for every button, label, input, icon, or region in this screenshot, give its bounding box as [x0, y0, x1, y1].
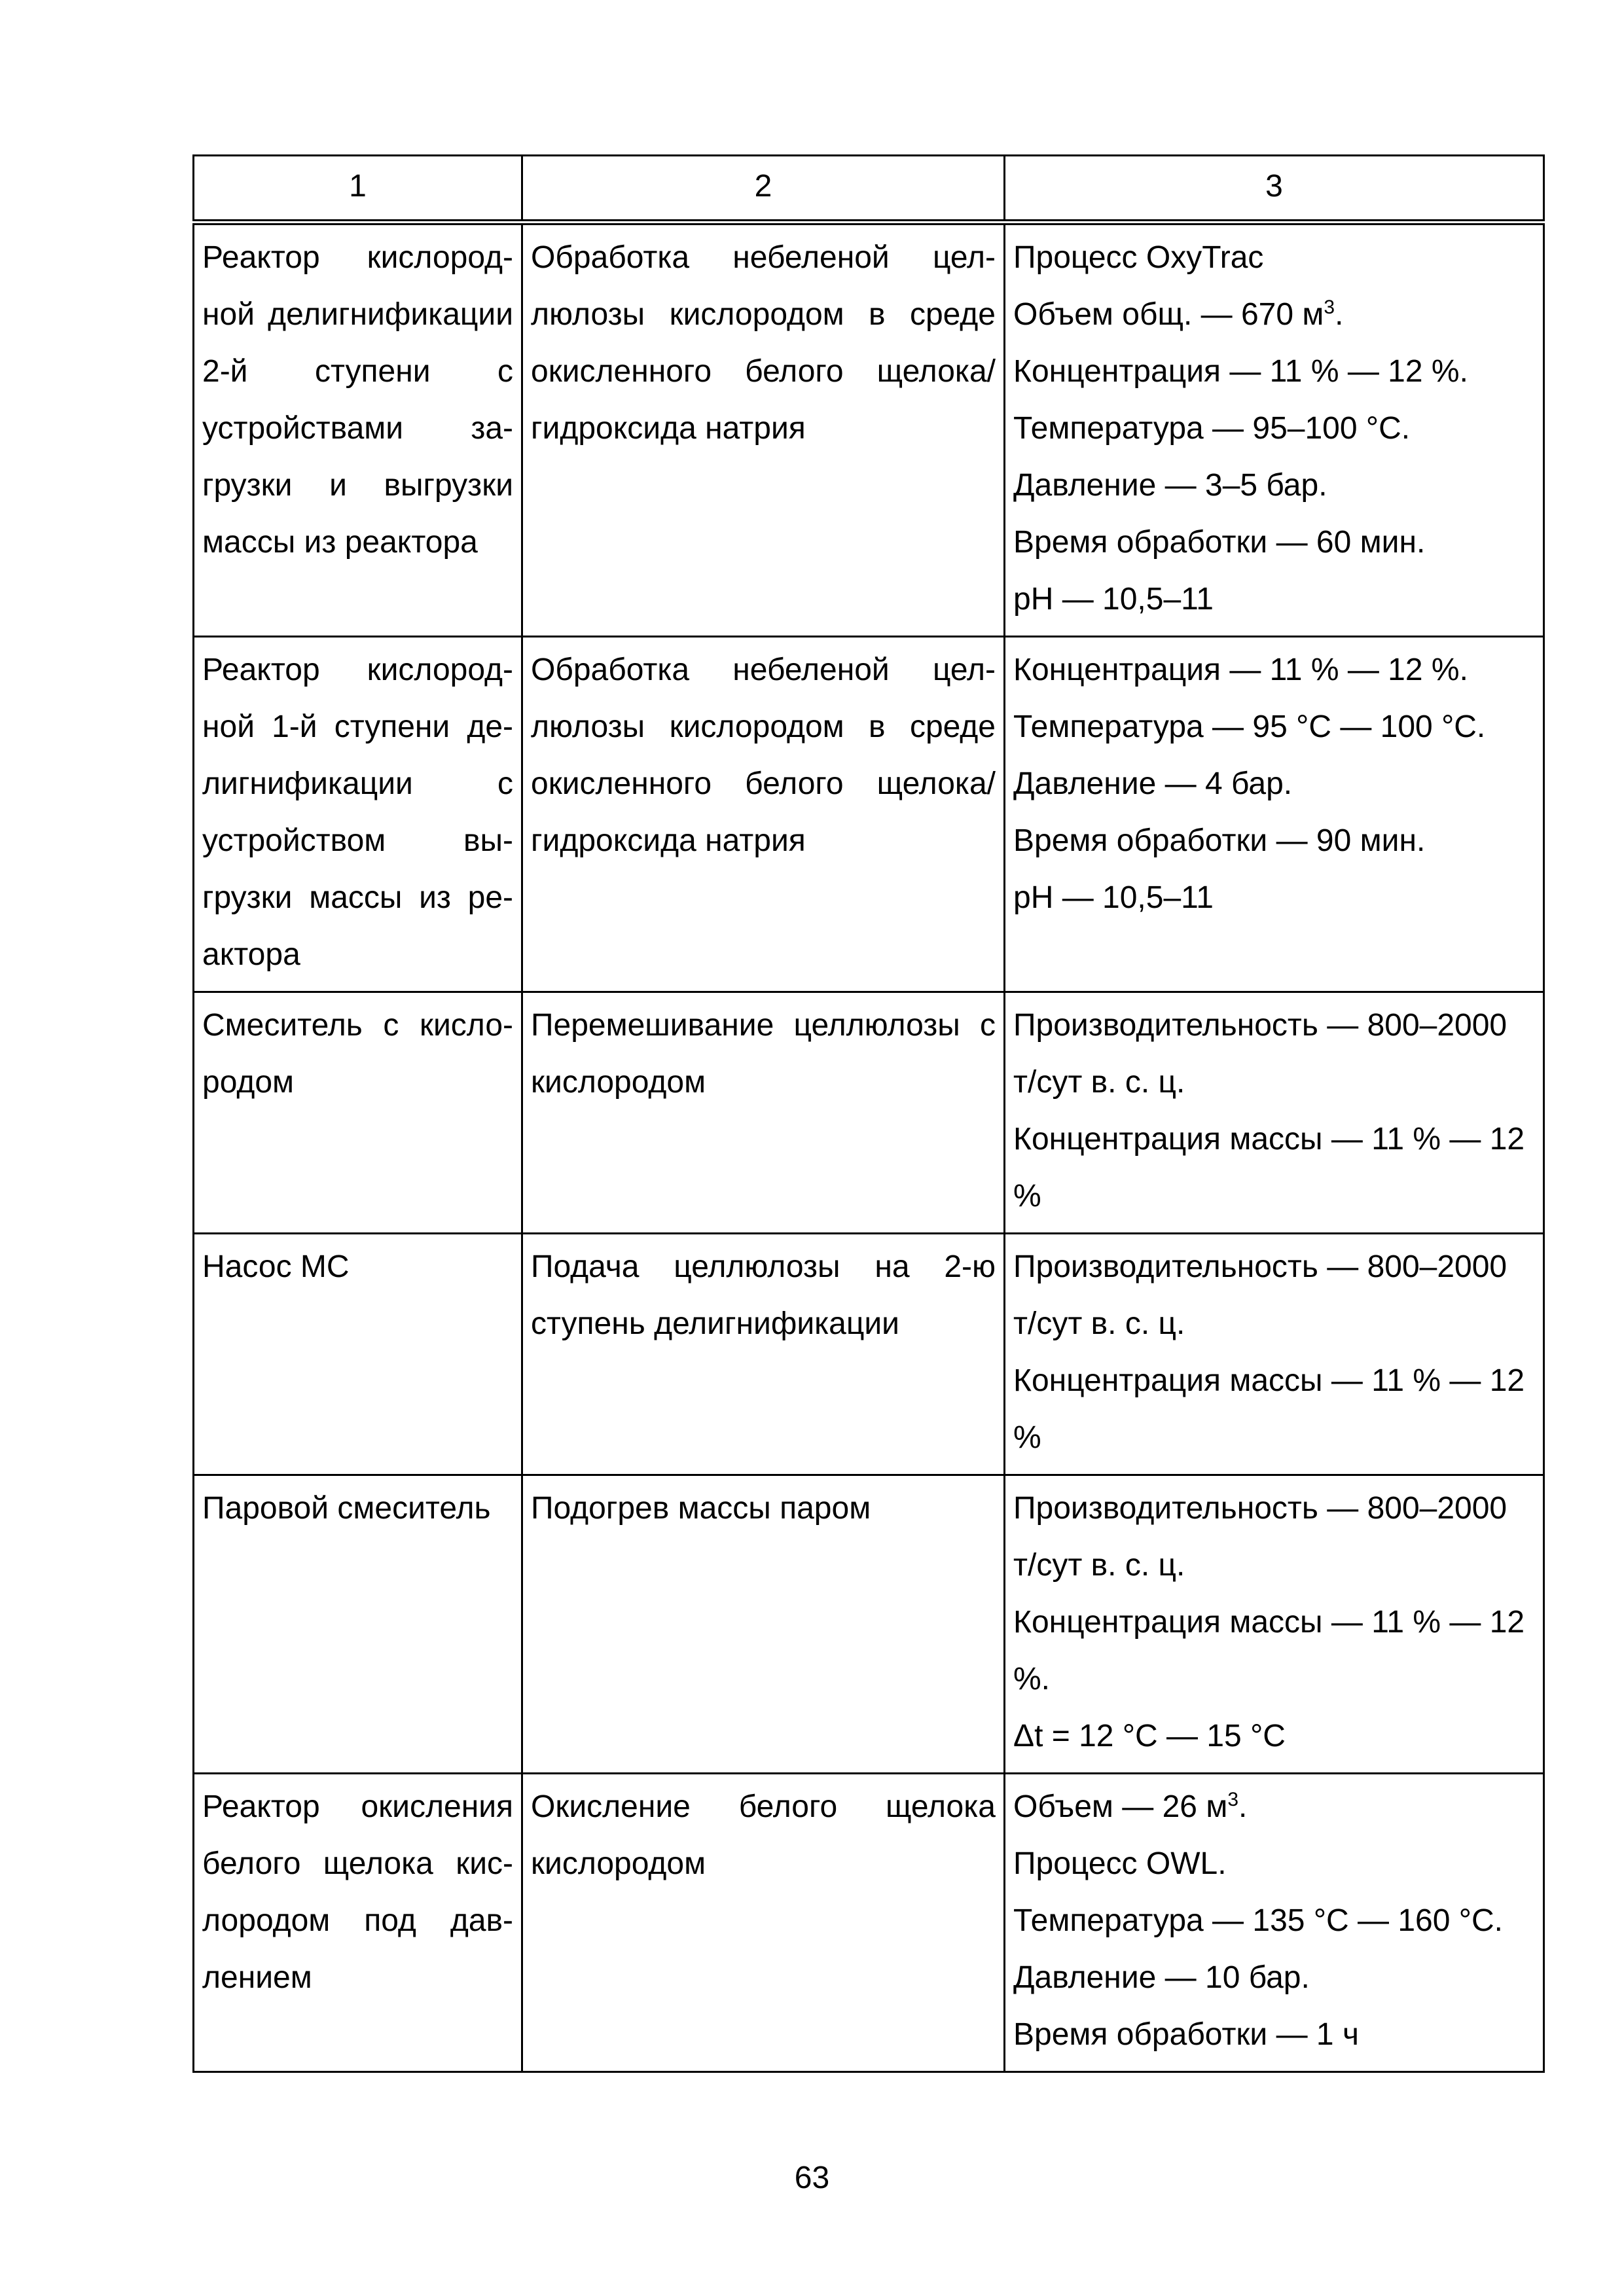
equipment-cell: Насос МС	[194, 1234, 522, 1475]
parameter-line: Концентрация — 11 % — 12 %.	[1013, 653, 1468, 687]
parameter-line: Время обработки — 1 ч	[1013, 2017, 1359, 2052]
header-cell-3: 3	[1005, 156, 1544, 223]
operation-cell: Подача целлюлозы на 2-ю ступень делигнификации	[522, 1234, 1005, 1475]
equipment-cell: Смеситель с кислородом	[194, 992, 522, 1234]
table-row	[194, 1475, 1544, 1774]
parameter-line: Температура — 135 °C — 160 °C.	[1013, 1903, 1503, 1938]
table-row	[194, 637, 1544, 992]
equipment-cell: Реактор окисления белого щелока кислородом под давлением	[194, 1774, 522, 2072]
parameters-cell	[1005, 992, 1544, 1234]
parameter-line: Объем — 26 $м^3$.	[1013, 1789, 1248, 1824]
parameters-cell	[1005, 637, 1544, 992]
header-cell-2: 2	[522, 156, 1005, 223]
operation-cell: Обработка небеленой целлюлозы кислородом в среде окисленного белого щелока/гидроксида натрия	[522, 637, 1005, 992]
operation-cell: Обработка небеленой целлюлозы кислородом в среде окисленного белого щелока/гидроксида натрия	[522, 223, 1005, 637]
parameter-line: Концентрация массы — 11 % — 12 %	[1013, 1122, 1525, 1213]
parameter-line: Производительность — 800–2000 т/сут в. с. ц.	[1013, 1249, 1507, 1341]
equipment-table	[192, 154, 1545, 2073]
operation-cell: Окисление белого щелока кислородом	[522, 1774, 1005, 2072]
parameter-line: Давление — 3–5 бар.	[1013, 468, 1327, 503]
parameter-line: Объем общ. — 670 $м^3$.	[1013, 296, 1344, 332]
parameters-cell	[1005, 1475, 1544, 1774]
equipment-cell: Реактор кислородной делигнификации 2-й ступени с устройствами загрузки и выгрузки массы из реактора	[194, 223, 522, 637]
table-row	[194, 1774, 1544, 2072]
parameter-line: Концентрация массы — 11 % — 12 %.	[1013, 1605, 1525, 1696]
parameter-line: Концентрация массы — 11 % — 12 %	[1013, 1363, 1525, 1455]
equipment-cell: Паровой смеситель	[194, 1475, 522, 1774]
parameter-line: Время обработки — 60 мин.	[1013, 525, 1426, 560]
parameters-cell	[1005, 1234, 1544, 1475]
header-cell-1: 1	[194, 156, 522, 223]
table-row	[194, 223, 1544, 637]
parameter-line: Процесс OxyTrac	[1013, 240, 1264, 275]
operation-cell: Подогрев массы паром	[522, 1475, 1005, 1774]
page-number: 63	[794, 2161, 830, 2195]
parameter-line: Температура — 95 °C — 100 °C.	[1013, 709, 1486, 744]
table-row	[194, 992, 1544, 1234]
parameter-line: Время обработки — 90 мин.	[1013, 823, 1426, 858]
operation-cell: Перемешивание целлюлозы с кислородом	[522, 992, 1005, 1234]
equipment-cell: Реактор кислородной 1-й ступени делигнификации с устройством выгрузки массы из реактора	[194, 637, 522, 992]
table-header-row	[194, 156, 1544, 223]
parameter-line: pH — 10,5–11	[1013, 880, 1214, 915]
parameters-cell	[1005, 223, 1544, 637]
parameter-line: Δt = 12 °C — 15 °C	[1013, 1719, 1286, 1753]
parameter-line: Производительность — 800–2000 т/сут в. с. ц.	[1013, 1008, 1507, 1100]
parameter-line: Давление — 4 бар.	[1013, 766, 1293, 801]
parameter-line: Концентрация — 11 % — 12 %.	[1013, 354, 1468, 389]
parameters-cell	[1005, 1774, 1544, 2072]
parameter-line: Процесс OWL.	[1013, 1846, 1227, 1881]
table-row	[194, 1234, 1544, 1475]
parameter-line: Давление — 10 бар.	[1013, 1960, 1310, 1995]
parameter-line: pH — 10,5–11	[1013, 582, 1214, 617]
parameter-line: Производительность — 800–2000 т/сут в. с. ц.	[1013, 1491, 1507, 1583]
parameter-line: Температура — 95–100 °C.	[1013, 411, 1411, 446]
